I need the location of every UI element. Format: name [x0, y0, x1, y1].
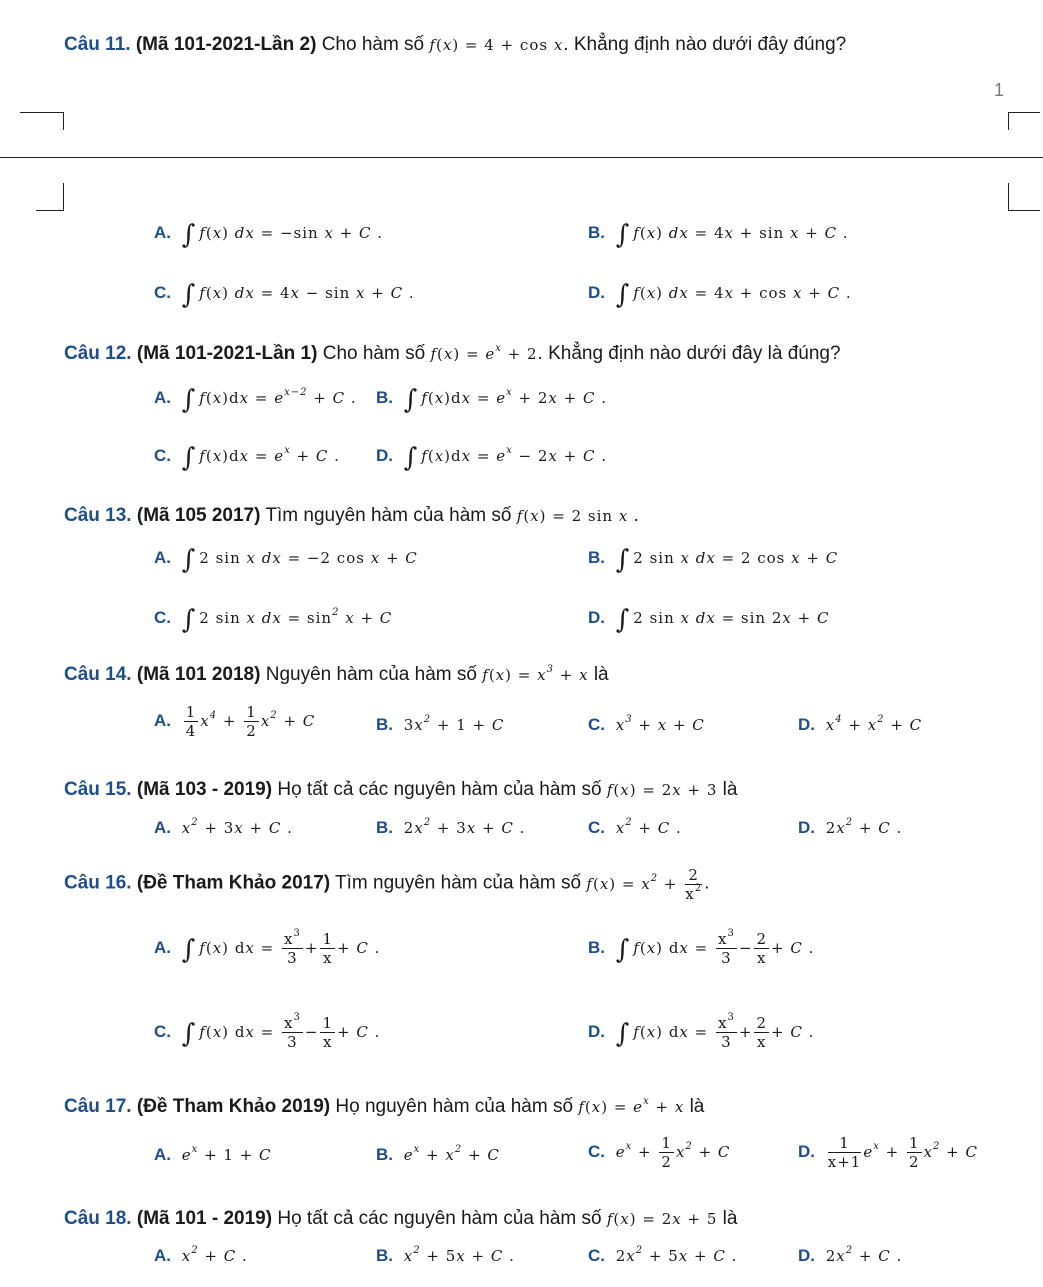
- option-expr: ∫ $f(x)dx = e^{x-2} + C$ .: [181, 385, 357, 415]
- q18-option-b[interactable]: [376, 1246, 515, 1266]
- crop-mark-tr-h: [1008, 112, 1040, 113]
- question-11: [64, 34, 846, 56]
- q11-option-a[interactable]: [154, 220, 383, 250]
- question-label: Câu 15.: [64, 779, 132, 800]
- option-label: A.: [154, 1145, 171, 1164]
- option-expr: ∫ 2 sin x dx = sin 2x + C: [615, 605, 830, 635]
- q16-option-a[interactable]: [154, 930, 380, 967]
- question-source: (Đề Tham Khảo 2017): [136, 872, 331, 894]
- q12-option-a[interactable]: [154, 385, 357, 415]
- question-14: [64, 664, 609, 686]
- option-expr: ∫ $f(x)dx = e^x + 2x + C$ .: [403, 385, 608, 415]
- q13-option-c[interactable]: [154, 605, 392, 635]
- option-expr: ∫ f(x) dx = $\frac{x^3}{3}$ − $\frac{1}{x}$ + C .: [181, 1012, 381, 1051]
- option-label: B.: [376, 818, 393, 837]
- question-label: Câu 11.: [64, 34, 131, 55]
- question-13: [64, 505, 639, 527]
- option-expr: $x^2 + C$ .: [615, 817, 682, 837]
- option-label: C.: [154, 608, 171, 627]
- option-expr: $x^2 + 3x + C$ .: [181, 817, 293, 837]
- option-label: C.: [154, 446, 171, 465]
- option-label: C.: [588, 1246, 605, 1265]
- option-label: D.: [798, 1246, 815, 1265]
- question-source: (Mã 101 2018): [136, 664, 261, 685]
- q13-option-d[interactable]: [588, 605, 829, 635]
- crop-mark-tl-v: [63, 112, 64, 130]
- question-text: Tìm nguyên hàm của hàm số: [265, 505, 512, 526]
- question-text: Họ tất cả các nguyên hàm của hàm số: [277, 1208, 602, 1229]
- option-expr: ∫ 2 sin x dx = $\sin^2 x + C$: [181, 605, 393, 635]
- question-text-end: là: [593, 664, 609, 685]
- question-text: Cho hàm số: [322, 343, 426, 364]
- q17-option-a[interactable]: [154, 1145, 272, 1165]
- crop-mark-tr-v: [1008, 112, 1009, 130]
- option-expr: $x^3 + x + C$: [615, 714, 705, 734]
- option-expr: ∫ f(x) dx = 4x + cos x + C .: [615, 280, 852, 310]
- question-function: $f(x) = e^x + 2$: [430, 343, 538, 363]
- option-expr: ∫ 2 sin x dx = 2 cos x + C: [615, 545, 839, 575]
- option-expr: ∫ f(x) dx = $\frac{x^3}{3}$ − $\frac{2}{x}$ + C .: [615, 928, 815, 967]
- option-expr: ∫ 2 sin x dx = −2 cos x + C: [181, 545, 418, 575]
- option-expr: ∫ f(x) dx = $\frac{x^3}{3}$ + $\frac{1}{x}$ + C .: [181, 928, 381, 967]
- option-label: C.: [588, 818, 605, 837]
- option-label: D.: [798, 818, 815, 837]
- question-12: [64, 343, 841, 365]
- option-expr: $e^x + x^2 + C$: [403, 1144, 500, 1164]
- question-text-end: .: [633, 505, 639, 526]
- option-expr: ∫ f(x) dx = $\frac{x^3}{3}$ + $\frac{2}{x}$ + C .: [615, 1012, 815, 1051]
- q14-option-c[interactable]: [588, 715, 705, 735]
- question-label: Câu 13.: [64, 505, 132, 526]
- q11-option-d[interactable]: [588, 280, 852, 310]
- option-label: C.: [588, 1141, 605, 1161]
- option-label: C.: [154, 1021, 171, 1041]
- crop-mark-bl-h: [36, 210, 64, 211]
- crop-mark-tl-h: [20, 112, 64, 113]
- q18-option-a[interactable]: [154, 1246, 248, 1266]
- option-label: A.: [154, 710, 171, 730]
- option-expr: $x^2 + C$ .: [181, 1245, 248, 1265]
- q12-option-c[interactable]: [154, 443, 340, 473]
- q16-option-c[interactable]: [154, 1014, 380, 1051]
- crop-mark-br-v: [1008, 183, 1009, 211]
- option-label: B.: [376, 1145, 393, 1164]
- question-18: [64, 1208, 737, 1230]
- question-text-end: . Khẳng định nào dưới đây là đúng?: [537, 343, 841, 364]
- question-text-end: là: [689, 1096, 705, 1117]
- option-label: B.: [588, 937, 605, 957]
- question-function: $f(x) = x^3 + x$: [482, 664, 589, 684]
- option-label: B.: [376, 715, 393, 734]
- option-expr: $2x^2 + 5x + C$ .: [615, 1245, 738, 1265]
- question-source: (Mã 105 2017): [136, 505, 261, 526]
- option-label: D.: [798, 715, 815, 734]
- option-label: B.: [588, 223, 605, 242]
- question-text-end: . Khẳng định nào dưới đây đúng?: [563, 34, 847, 55]
- question-function: f(x) = 2 sin x: [516, 507, 629, 525]
- question-text: Họ nguyên hàm của hàm số: [335, 1096, 574, 1117]
- question-text-end: .: [704, 872, 710, 894]
- question-label: Câu 18.: [64, 1208, 132, 1229]
- option-label: A.: [154, 818, 171, 837]
- option-label: C.: [154, 283, 171, 302]
- option-label: D.: [798, 1141, 815, 1161]
- option-expr: $e^x$ + $\frac{1}{2}$ $x^2 + C$: [615, 1134, 731, 1171]
- q13-option-b[interactable]: [588, 545, 838, 575]
- q18-option-c[interactable]: [588, 1246, 737, 1266]
- option-expr: $\frac{1}{x+1}$ $e^x$ + $\frac{1}{2}$ $x^2 + C$: [827, 1134, 978, 1171]
- q11-option-c[interactable]: [154, 280, 415, 310]
- option-label: A.: [154, 1246, 171, 1265]
- question-label: Câu 16.: [64, 872, 132, 894]
- question-label: Câu 14.: [64, 664, 132, 685]
- question-source: (Mã 101-2021-Lần 2): [135, 34, 317, 55]
- q13-option-a[interactable]: [154, 545, 418, 575]
- question-text: Cho hàm số: [321, 34, 425, 55]
- q15-option-a[interactable]: [154, 818, 293, 838]
- option-expr: $3x^2 + 1 + C$: [403, 714, 505, 734]
- q15-option-b[interactable]: [376, 818, 525, 838]
- question-text: Nguyên hàm của hàm số: [265, 664, 477, 685]
- q18-option-d[interactable]: [798, 1246, 902, 1266]
- q14-option-b[interactable]: [376, 715, 504, 735]
- q14-option-d[interactable]: [798, 715, 922, 735]
- crop-mark-br-h: [1008, 210, 1040, 211]
- question-source: (Đề Tham Khảo 2019): [136, 1096, 331, 1117]
- question-function: f(x) = 2x + 3: [606, 781, 718, 799]
- option-expr: $2x^2 + C$ .: [825, 1245, 903, 1265]
- question-label: Câu 12.: [64, 343, 132, 364]
- q17-option-d[interactable]: [798, 1134, 978, 1171]
- option-label: D.: [376, 446, 393, 465]
- option-label: D.: [588, 1021, 605, 1041]
- option-expr: $x^2 + 5x + C$ .: [403, 1245, 515, 1265]
- option-expr: $2x^2 + C$ .: [825, 817, 903, 837]
- q16-option-b[interactable]: [588, 930, 814, 967]
- question-15: [64, 779, 737, 801]
- option-label: A.: [154, 388, 171, 407]
- option-expr: ∫ f(x) dx = 4x − sin x + C .: [181, 280, 415, 310]
- page-number: 1: [994, 80, 1005, 100]
- question-source: (Mã 101 - 2019): [136, 1208, 273, 1229]
- q15-option-c[interactable]: [588, 818, 682, 838]
- option-label: A.: [154, 548, 171, 567]
- q17-option-b[interactable]: [376, 1145, 500, 1165]
- question-17: [64, 1096, 704, 1118]
- option-expr: ∫ $f(x)dx = e^x + C$ .: [181, 443, 340, 473]
- question-text: Họ tất cả các nguyên hàm của hàm số: [277, 779, 602, 800]
- question-16: [64, 866, 709, 903]
- q11-option-b[interactable]: [588, 220, 849, 250]
- question-text-end: là: [722, 1208, 738, 1229]
- option-label: C.: [588, 715, 605, 734]
- crop-mark-bl-v: [63, 183, 64, 211]
- option-label: A.: [154, 223, 171, 242]
- question-label: Câu 17.: [64, 1096, 132, 1117]
- question-function: $f(x) = x^2$ + $\frac{2}{x^2}$: [586, 866, 703, 903]
- q14-option-a[interactable]: [154, 703, 315, 740]
- question-text-end: là: [722, 779, 738, 800]
- q12-option-d[interactable]: [376, 443, 607, 473]
- option-label: B.: [376, 388, 393, 407]
- question-function: f(x) = 4 + cos x: [429, 36, 564, 54]
- option-expr: ∫ f(x) dx = −sin x + C .: [181, 220, 384, 250]
- option-label: D.: [588, 608, 605, 627]
- option-expr: $\frac{1}{4}$ $x^4$ + $\frac{1}{2}$ $x^2 + C$: [185, 703, 316, 740]
- question-text: Tìm nguyên hàm của hàm số: [335, 872, 582, 894]
- question-function: $f(x) = e^x + x$: [578, 1096, 685, 1116]
- option-expr: ∫ $f(x)dx = e^x - 2x + C$ .: [403, 443, 608, 473]
- q16-option-d[interactable]: [588, 1014, 814, 1051]
- option-label: D.: [588, 283, 605, 302]
- option-expr: $e^x + 1 + C$: [181, 1144, 272, 1164]
- option-expr: $2x^2 + 3x + C$ .: [403, 817, 526, 837]
- option-label: B.: [588, 548, 605, 567]
- question-function: f(x) = 2x + 5: [606, 1210, 718, 1228]
- option-expr: $x^4 + x^2 + C$: [825, 714, 923, 734]
- q17-option-c[interactable]: [588, 1134, 730, 1171]
- q12-option-b[interactable]: [376, 385, 607, 415]
- question-source: (Mã 103 - 2019): [136, 779, 273, 800]
- page-divider: [0, 157, 1043, 158]
- question-source: (Mã 101-2021-Lần 1): [136, 343, 318, 364]
- option-label: A.: [154, 937, 171, 957]
- option-expr: ∫ f(x) dx = 4x + sin x + C .: [615, 220, 849, 250]
- q15-option-d[interactable]: [798, 818, 902, 838]
- option-label: B.: [376, 1246, 393, 1265]
